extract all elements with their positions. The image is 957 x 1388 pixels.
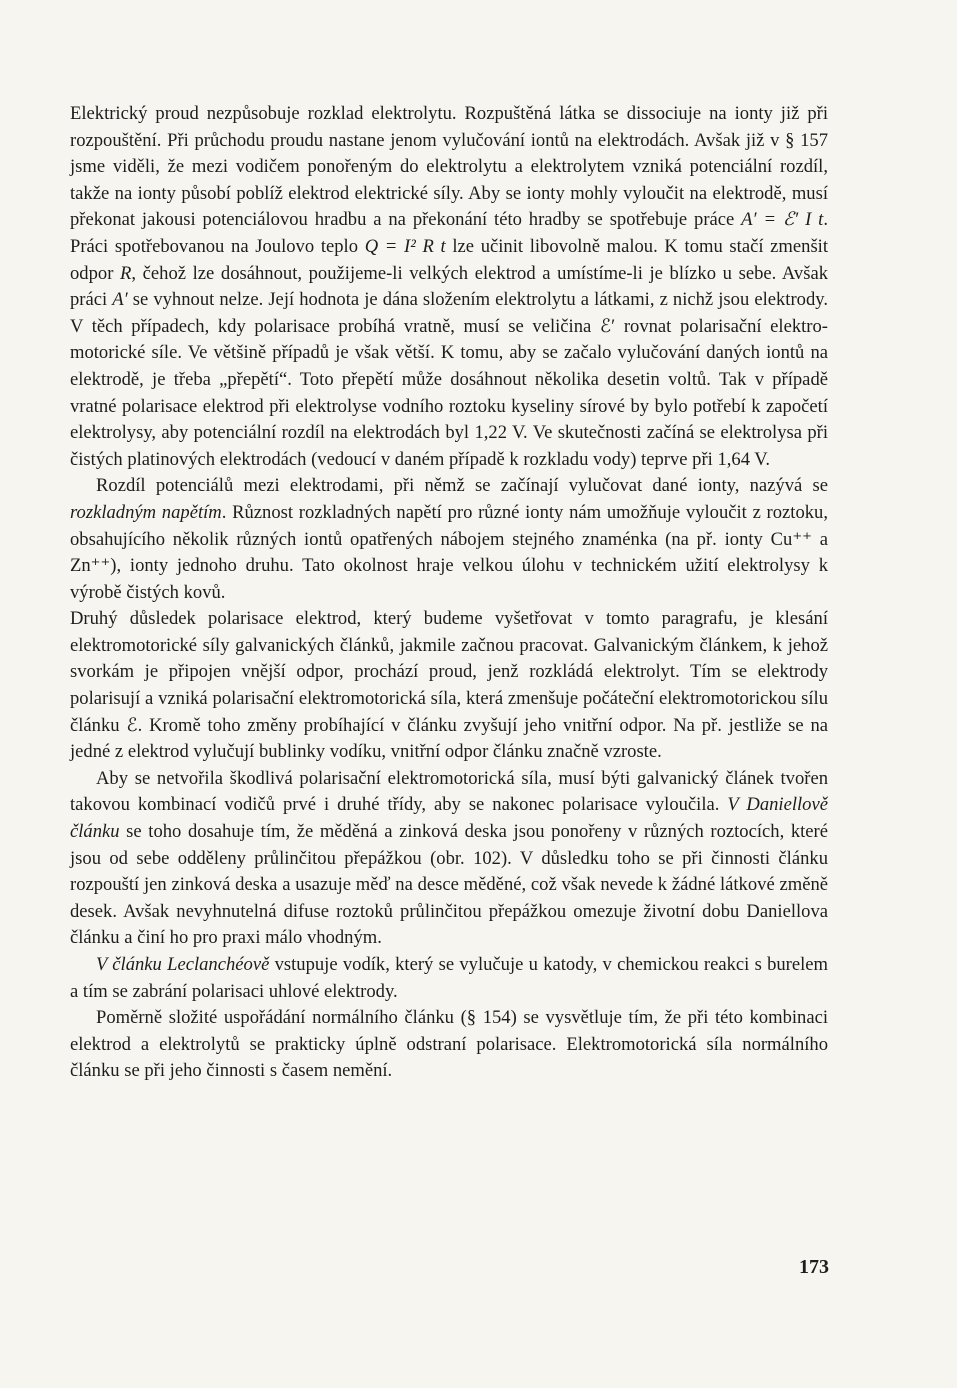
paragraph-4 <box>70 766 828 952</box>
page-body <box>70 101 828 1085</box>
text-run: Druhý důsledek polarisace elektrod, který budeme vyšetřovat v tomto paragrafu, je klesání elektromotorické síly galvanických článků, jakmile začnou pracovat. Galvanickým článkem, k jehož svorkám je připojen vnější odpor, prochází proud, jenž rozkládá elektrolyt. Tím se elektrody polarisují a vzniká polarisační elektromotorická síla, která zmenšuje počáteční elektromotorickou sílu článku ℰ. Kromě toho změny probíhající v článku zvyšují jeho vnitřní odpor. Na př. jestliže se na jedné z elektrod vylučují bublinky vodíku, vnitřní odpor článku značně vzroste. <box>70 608 828 763</box>
italic-text: Q = I² R t <box>364 235 446 257</box>
text-run: Poměrně složité uspořádání normálního článku (§ 154) se vysvětluje tím, že při této kombinaci elektrod a elektrolytů se prakticky úplně odstraní polarisace. Elektromotorická síla normálního článku se při jeho činnosti s časem nemění. <box>70 1007 828 1082</box>
paragraph-5 <box>70 952 828 1005</box>
page-number: 173 <box>799 1256 829 1278</box>
italic-text: A′ = ℰ′ I t <box>741 209 824 231</box>
paragraph-6 <box>70 1005 828 1085</box>
text-run: Rozdíl potenciálů mezi elektrodami, při němž se začínají vylučovat dané ionty, nazývá se <box>96 475 828 497</box>
text-run: Aby se netvořila škodlivá polarisační elektromotorická síla, musí býti galvanický článek tvořen takovou kombinací vodičů prvé i druhé třídy, aby se nakonec polarisace vyloučila. <box>70 767 828 816</box>
text-run: , čehož lze dosáhnout, použijeme-li velkých elektrod a umístíme-li je blízko u sebe. Avšak práci <box>70 262 828 311</box>
text-run: se vyhnout nelze. Její hodnota je dána složením elektrolytu a látkami, z nichž jsou elektrody. V těch případech, kdy polarisace probíhá vratně, musí se veličina ℰ′ rovnat polarisační elektromotorické síle. Ve většině případů je však větší. K tomu, aby se začalo vylučování daných iontů na elektrodě, je třeba „přepětí“. Toto přepětí může dosáhnout několika desetin voltů. Tak v případě vratné polarisace elektrod při elektrolyse vodního roztoku kyseliny sírové by bylo potřebí k započetí elektrolysy, aby potenciální rozdíl na elektrodách byl 1,22 V. Ve skutečnosti začíná se elektrolysa při čistých platinových elektrodách (vedoucí v daném případě k rozkladu vody) teprve při 1,64 V. <box>70 289 828 470</box>
text-run: se toho dosahuje tím, že měděná a zinková deska jsou ponořeny v různých roztocích, které jsou od sebe odděleny průlinčitou přepážkou (obr. 102). V důsledku toho se při činnosti článku rozpouští jen zinková deska a usazuje měď na desce měděné, což však nevede k žádné látkové změně desek. Avšak nevyhnutelná difuse roztoků průlinčitou přepážkou omezuje životní dobu Daniellova článku a činí ho pro praxi málo vhodným. <box>70 821 828 949</box>
text-run: lze učinit libovolně malou. K tomu stačí zmenšit odpor <box>70 235 829 284</box>
text-run: Elektrický proud nezpůsobuje rozklad elektrolytu. Rozpuštěná látka se dissociuje na ionty již při rozpouštění. Při průchodu proudu nastane jenom vylučování iontů na elektrodách. Avšak již v § 157 jsme viděli, že mezi vodičem ponořeným do elektrolytu a elektrolytem vzniká potenciální rozdíl, takže na ionty působí poblíž elektrod elektrické síly. Aby se ionty mohly vyloučit na elektrodě, musí překonat jakousi potenciálovou hradbu a na překonání této hradby se spotřebuje práce <box>70 103 828 231</box>
italic-text: V Daniellově článku <box>70 794 828 843</box>
paragraph-3 <box>70 606 828 766</box>
italic-text: V článku Leclanchéově <box>96 954 270 975</box>
paragraph-1 <box>70 101 828 473</box>
italic-text: rozkladným napětím <box>70 501 222 523</box>
text-run: . Různost rozkladných napětí pro různé ionty nám umožňuje vyloučit z roztoku, obsahujícího několik různých iontů opatřených nábojem stejného znaménka (na př. ionty Cu⁺⁺ a Zn⁺⁺), ionty jednoho druhu. Tato okolnost hraje velkou úlohu v technickém užití elektrolysy k výrobě čistých kovů. <box>70 501 829 603</box>
text-run: vstupuje vodík, který se vylučuje u katody, v chemickou reakci s burelem a tím se zabrání polarisaci uhlové elektrody. <box>70 954 829 1002</box>
paragraph-2 <box>70 473 828 606</box>
italic-text: R <box>120 262 132 284</box>
italic-text: A′ <box>112 289 128 311</box>
text-run: . Práci spotřebovanou na Joulovo teplo <box>70 209 828 257</box>
